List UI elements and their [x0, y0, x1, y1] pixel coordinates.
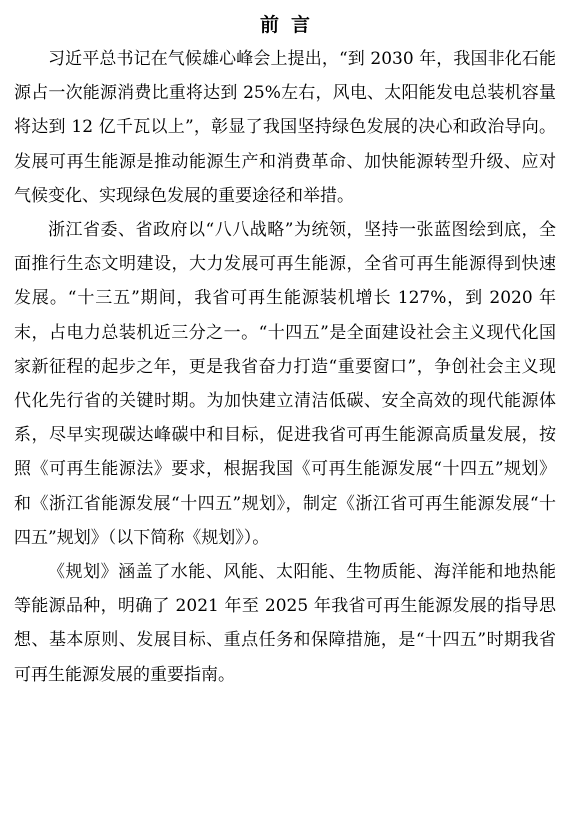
- document-title: 前言: [259, 14, 322, 36]
- paragraph-1: 习近平总书记在气候雄心峰会上提出，“到 2030 年，我国非化石能源占一次能源消费比重将达到 25%左右，风电、太阳能发电总装机容量将达到 12 亿千瓦以上”，彰显了我国坚持绿色发展的决心和政治导向。发展可再生能源是推动能源生产和消费革命、加快能源转型升级、应对气候变化、实现绿色发展的重要途径和举措。: [14, 49, 556, 206]
- paragraph-3: 《规划》涵盖了水能、风能、太阳能、生物质能、海洋能和地热能等能源品种，明确了 2021 年至 2025 年我省可再生能源发展的指导思想、基本原则、发展目标、重点任务和保障措施，是“十四五”时期我省可再生能源发展的重要指南。: [14, 562, 556, 685]
- paragraph-2: 浙江省委、省政府以“八八战略”为统领，坚持一张蓝图绘到底，全面推行生态文明建设，大力发展可再生能源，全省可再生能源得到快速发展。“十三五”期间，我省可再生能源装机增长 127%，到 2020 年末，占电力总装机近三分之一。“十四五”是全面建设社会主义现代化国家新征程的起步之年，更是我省奋力打造“重要窗口”，争创社会主义现代化先行省的关键时期。为加快建立清洁低碳、安全高效的现代能源体系，尽早实现碳达峰碳中和目标，促进我省可再生能源高质量发展，按照《可再生能源法》要求，根据我国《可再生能源发展“十四五”规划》和《浙江省能源发展“十四五”规划》，制定《浙江省可再生能源发展“十四五”规划》（以下简称《规划》）。: [14, 220, 556, 548]
